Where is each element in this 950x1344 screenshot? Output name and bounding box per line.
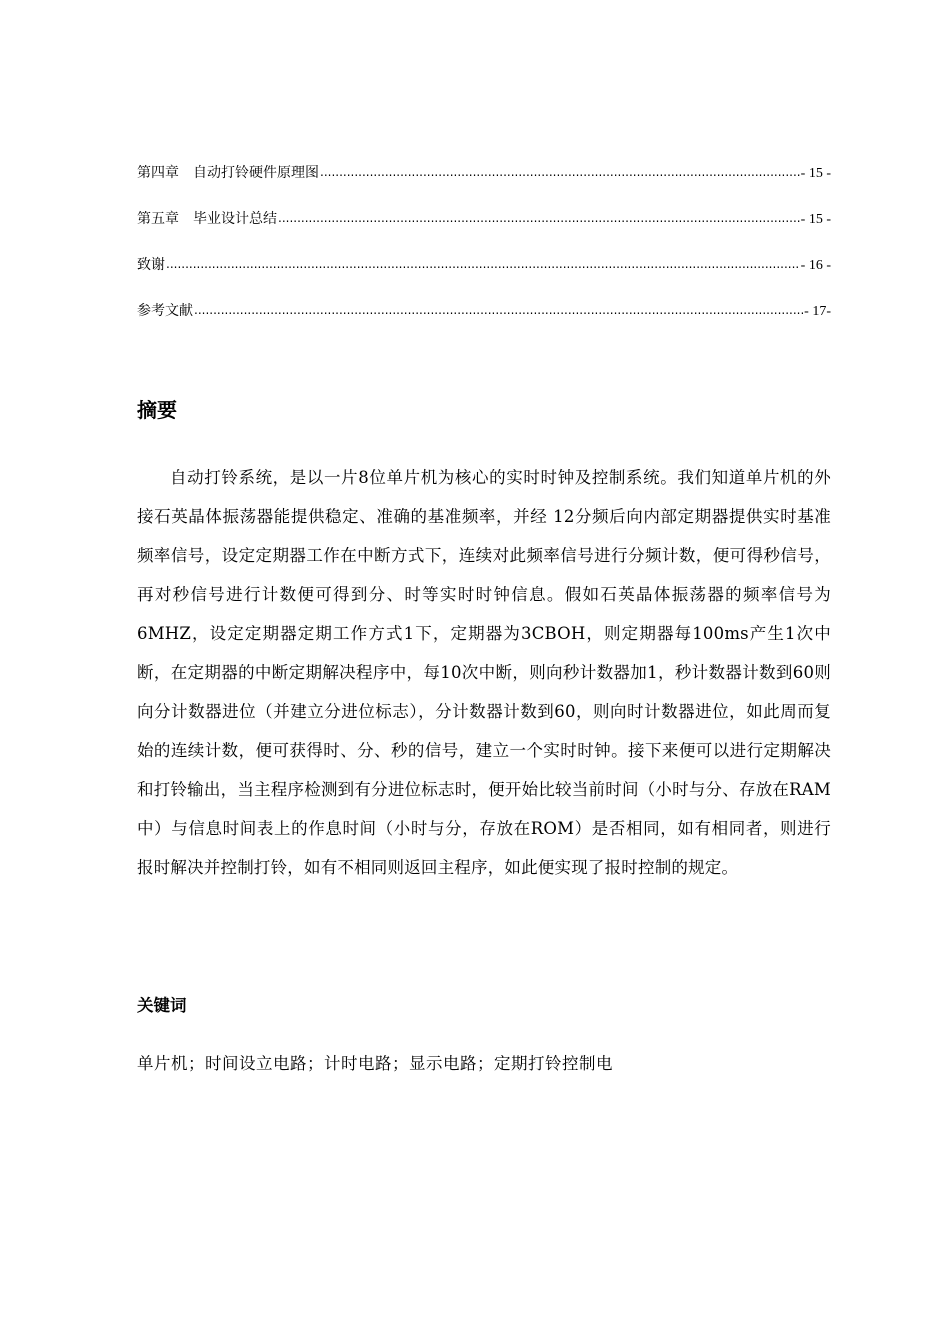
- toc-entry-label: 参考文献: [137, 303, 193, 319]
- keywords-heading: 关键词: [137, 996, 187, 1015]
- table-of-contents: [137, 162, 831, 346]
- toc-entry-page: - 15 -: [800, 212, 831, 227]
- toc-dot-leader: [194, 299, 803, 321]
- toc-entry-references[interactable]: [137, 300, 831, 346]
- toc-entry-acknowledgements[interactable]: [137, 254, 831, 300]
- toc-entry-page: - 17-: [804, 304, 831, 319]
- toc-entry-chapter-4[interactable]: [137, 162, 831, 208]
- toc-dot-leader: [166, 253, 800, 275]
- toc-entry-page: - 16 -: [800, 258, 831, 273]
- toc-entry-label: 致谢: [137, 257, 165, 273]
- toc-dot-leader: [278, 207, 800, 229]
- abstract-body: 自动打铃系统，是以一片8位单片机为核心的实时时钟及控制系统。我们知道单片机的外接石英晶体振荡器能提供稳定、准确的基准频率，并经 12分频后向内部定期器提供实时基准频率信号，设定定期器工作在中断方式下，连续对此频率信号进行分频计数，便可得秒信号，再对秒信号进行计数便可得到分、时等实时时钟信息。假如石英晶体振荡器的频率信号为6MHZ，设定定期器定期工作方式1下，定期器为3CBOH，则定期器每100ms产生1次中断，在定期器的中断定期解决程序中，每10次中断，则向秒计数器加1，秒计数器计数到60则向分计数器进位（并建立分进位标志），分计数器计数到60，则向时计数器进位，如此周而复始的连续计数，便可获得时、分、秒的信号，建立一个实时时钟。接下来便可以进行定期解决和打铃输出，当主程序检测到有分进位标志时，便开始比较当前时间（小时与分、存放在RAM中）与信息时间表上的作息时间（小时与分，存放在ROM）是否相同，如有相同者，则进行报时解决并控制打铃，如有不相同则返回主程序，如此便实现了报时控制的规定。: [137, 468, 831, 877]
- toc-entry-label: 第五章 毕业设计总结: [137, 211, 277, 227]
- toc-entry-chapter-5[interactable]: [137, 208, 831, 254]
- toc-dot-leader: [320, 161, 800, 183]
- toc-entry-page: - 15 -: [800, 166, 831, 181]
- abstract-heading: 摘要: [137, 398, 177, 422]
- toc-entry-label: 第四章 自动打铃硬件原理图: [137, 165, 319, 181]
- keywords-body: 单片机；时间设立电路；计时电路；显示电路；定期打铃控制电: [137, 1054, 613, 1073]
